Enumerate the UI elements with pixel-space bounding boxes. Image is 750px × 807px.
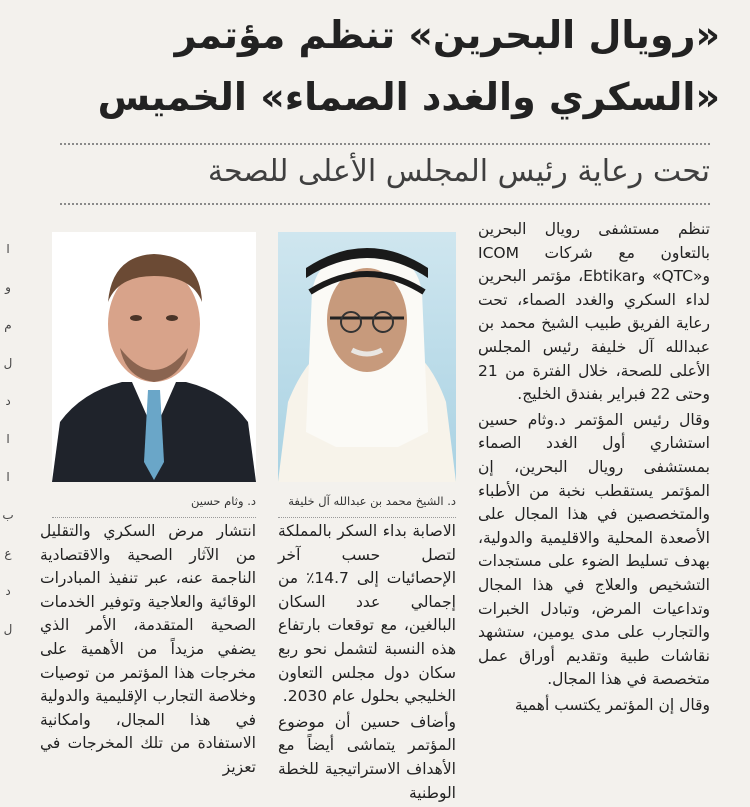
photo-sheikh <box>278 232 456 482</box>
article-column-left <box>40 520 256 782</box>
gutter-char: ل <box>3 356 13 370</box>
portrait-doctor-image <box>52 232 256 482</box>
dotted-divider-bottom <box>60 203 710 205</box>
gutter-char: ا <box>6 242 10 256</box>
gutter-char: ب <box>2 508 14 522</box>
caption-doctor <box>52 494 256 508</box>
caption-sheikh <box>278 494 456 508</box>
paragraph: وأضاف حسين أن موضوع المؤتمر يتماشى أيضاً مع الأهداف الاستراتيجية للخطة الوطنية <box>278 712 456 802</box>
gutter-char: م <box>4 318 12 332</box>
caption-divider <box>52 517 256 518</box>
article-column-right <box>478 218 710 719</box>
gutter-char: ا <box>6 432 10 446</box>
gutter-char: ع <box>4 546 12 560</box>
gutter-char: د <box>5 394 11 408</box>
gutter-char: ا <box>6 470 10 484</box>
article-column-middle <box>278 520 456 807</box>
headline-line-1: «رويال البحرين» تنظم مؤتمر <box>174 13 720 57</box>
photo-doctor <box>52 232 256 482</box>
paragraph: تنظم مستشفى رويال البحرين بالتعاون مع شركات ICOM و«QTC» وEbtikar، مؤتمر البحرين لداء السكري والغدد الصماء، تحت رعاية الفريق طبيب الشيخ محمد بن عبدالله آل خليفة رئيس المجلس الأعلى للصحة، خلال الفترة من 21 وحتى 22 فبراير بفندق الخليج. <box>478 220 710 404</box>
adjacent-column-edge <box>0 230 16 750</box>
paragraph: وقال رئيس المؤتمر د.وثام حسين استشاري أول الغدد الصماء بمستشفى رويال البحرين، إن المؤتمر يستقطب نخبة من الأطباء والمتخصصين في هذا المجال على الأصعدة المحلية والاقليمية والدولية، بهدف تسليط الضوء على مستجدات التشخيص والعلاج في هذا المجال وتداعيات المرض، وتبادل الخبرات والتجارب على مدى يومين، ستشهد نقاشات طبية وتقديم أوراق عمل متخصصة في هذا المجال. <box>478 410 710 689</box>
paragraph: الاصابة بداء السكر بالمملكة لتصل حسب آخر الإحصائيات إلى 14.7٪ من إجمالي عدد السكان البالغين، مع توقعات بارتفاع هذه النسبة لتشمل نحو ربع سكان دول مجلس التعاون الخليجي بحلول عام 2030. <box>278 522 457 706</box>
paragraph: وقال إن المؤتمر يكتسب أهمية <box>514 695 710 714</box>
gutter-char: و <box>5 280 11 294</box>
caption-sheikh-text: د. الشيخ محمد بن عبدالله آل خليفة <box>288 494 456 508</box>
gutter-char: ل <box>3 622 13 636</box>
headline-line-2: «السكري والغدد الصماء» الخميس <box>97 75 720 119</box>
dotted-divider-top <box>60 143 710 145</box>
caption-doctor-text: د. وثام حسين <box>190 494 256 508</box>
subheadline: تحت رعاية رئيس المجلس الأعلى للصحة <box>207 154 710 189</box>
portrait-sheikh-image <box>278 232 456 482</box>
caption-divider <box>278 517 456 518</box>
gutter-char: د <box>5 584 11 598</box>
paragraph: انتشار مرض السكري والتقليل من الآثار الصحية والاقتصادية الناجمة عنه، عبر تنفيذ المبادرات الوقائية والعلاجية وتوفير الخدمات الصحية المتقدمة، الأمر الذي يضفي مزيداً من الأهمية على مخرجات هذا المؤتمر من توصيات وخلاصة التجارب الإقليمية والدولية في هذا المجال، وامكانية الاستفادة من تلك المخرجات في تعزيز <box>40 522 256 776</box>
